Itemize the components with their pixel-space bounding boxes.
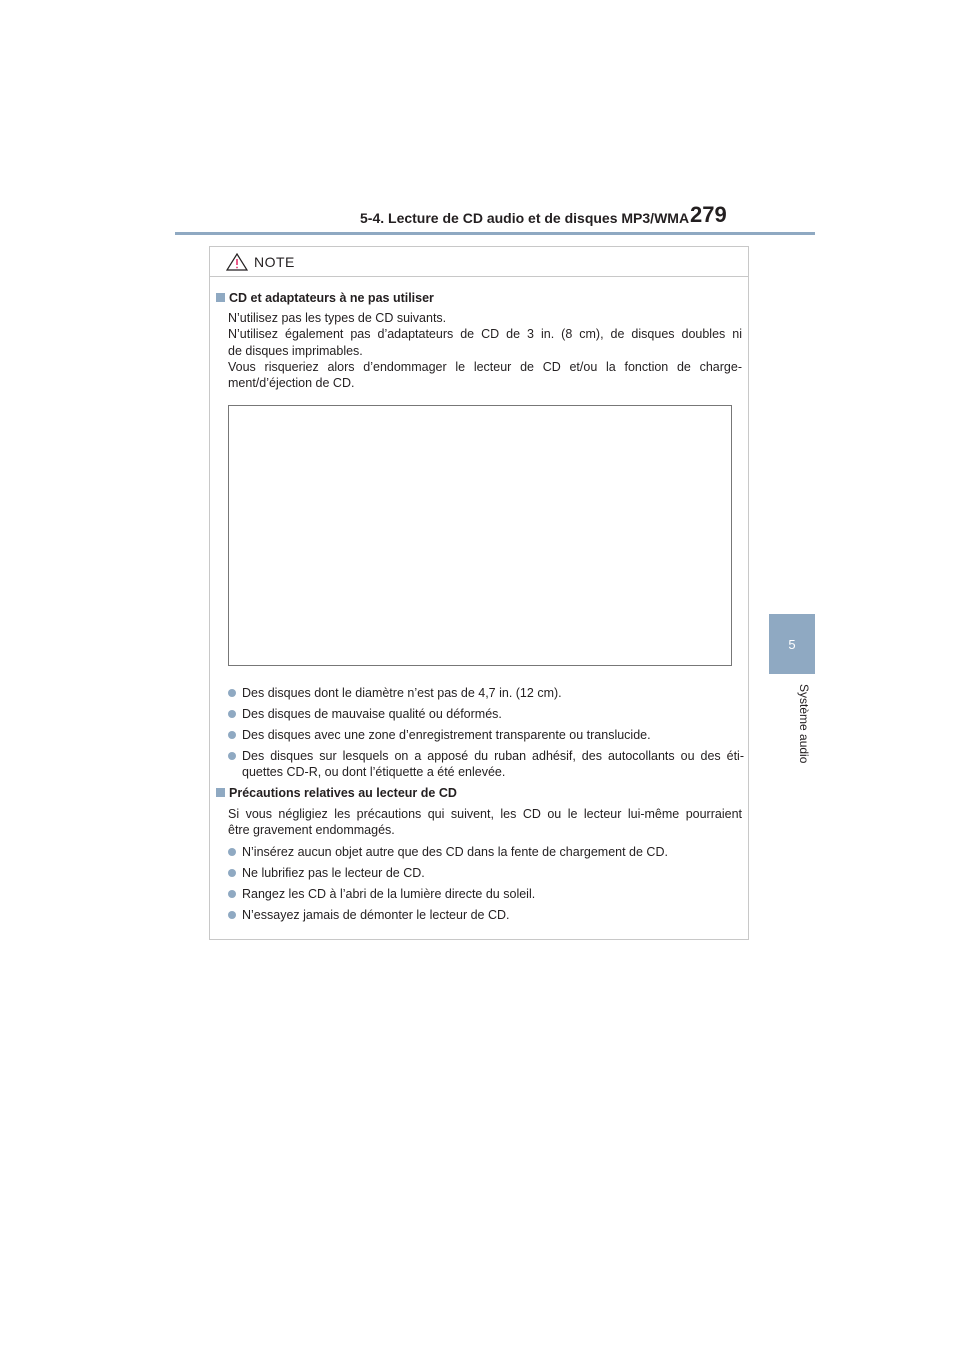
paragraph-line: Vous risqueriez alors d’endommager le lecteur de CD et/ou la fonction de charge- [228,359,742,374]
round-bullet-icon [228,890,236,898]
round-bullet-icon [228,911,236,919]
list-item-text: Des disques avec une zone d’enregistrement transparente ou translucide. [242,728,651,742]
round-bullet-icon [228,689,236,697]
list-item [228,865,744,881]
round-bullet-icon [228,848,236,856]
note-label: NOTE [254,253,295,270]
list-item-text: Des disques dont le diamètre n’est pas de 4,7 in. (12 cm). [242,686,562,700]
list-item-text: N’insérez aucun objet autre que des CD dans la fente de chargement de CD. [242,845,668,859]
list-item [228,907,744,923]
paragraph-line: être gravement endommagés. [228,823,395,838]
section-title-cd-player-precautions [216,786,457,800]
paragraph-line: N’utilisez pas les types de CD suivants. [228,311,447,325]
round-bullet-icon [228,869,236,877]
header-section-title: 5-4. Lecture de CD audio et de disques MP3/WMA [360,210,690,226]
note-box [209,246,749,940]
list-item-text: Des disques sur lesquels on a apposé du ruban adhésif, des autocollants ou des éti-quettes CD-R, ou dont l’étiquette a été enlevée. [242,749,744,780]
list-item [228,706,744,722]
note-header [210,247,748,277]
paragraph-line: N’utilisez également pas d’adaptateurs de CD de 3 in. (8 cm), de disques doubles ni [228,327,742,342]
square-bullet-icon [216,293,225,302]
paragraph-line: de disques imprimables. [228,343,363,358]
section-paragraph [228,806,742,839]
list-item-text: N’essayez jamais de démonter le lecteur de CD. [242,908,510,922]
list-item [228,844,744,860]
section-paragraph [228,310,742,391]
round-bullet-icon [228,731,236,739]
list-item [228,727,744,743]
section-title-text: CD et adaptateurs à ne pas utiliser [229,291,434,305]
section-title-text: Précautions relatives au lecteur de CD [229,786,457,800]
round-bullet-icon [228,710,236,718]
header-rule [175,232,815,235]
list-item [228,886,744,902]
list-item-text: Des disques de mauvaise qualité ou déformés. [242,707,502,721]
list-item-text: Rangez les CD à l’abri de la lumière directe du soleil. [242,887,536,901]
cd-illustration-placeholder [228,405,732,666]
list-item [228,685,744,701]
round-bullet-icon [228,752,236,760]
square-bullet-icon [216,788,225,797]
list-item-text: Ne lubrifiez pas le lecteur de CD. [242,866,425,880]
page-number: 279 [690,202,727,227]
paragraph-line: ment/d’éjection de CD. [228,376,355,391]
chapter-label: Système audio [797,684,811,764]
section-title-cd-adapters [216,291,434,305]
paragraph-line: Si vous négligiez les précautions qui suivent, les CD ou le lecteur lui-même pourraient [228,807,742,821]
warning-triangle-icon [226,253,248,271]
chapter-tab: 5 [769,614,815,674]
list-item [228,748,744,781]
